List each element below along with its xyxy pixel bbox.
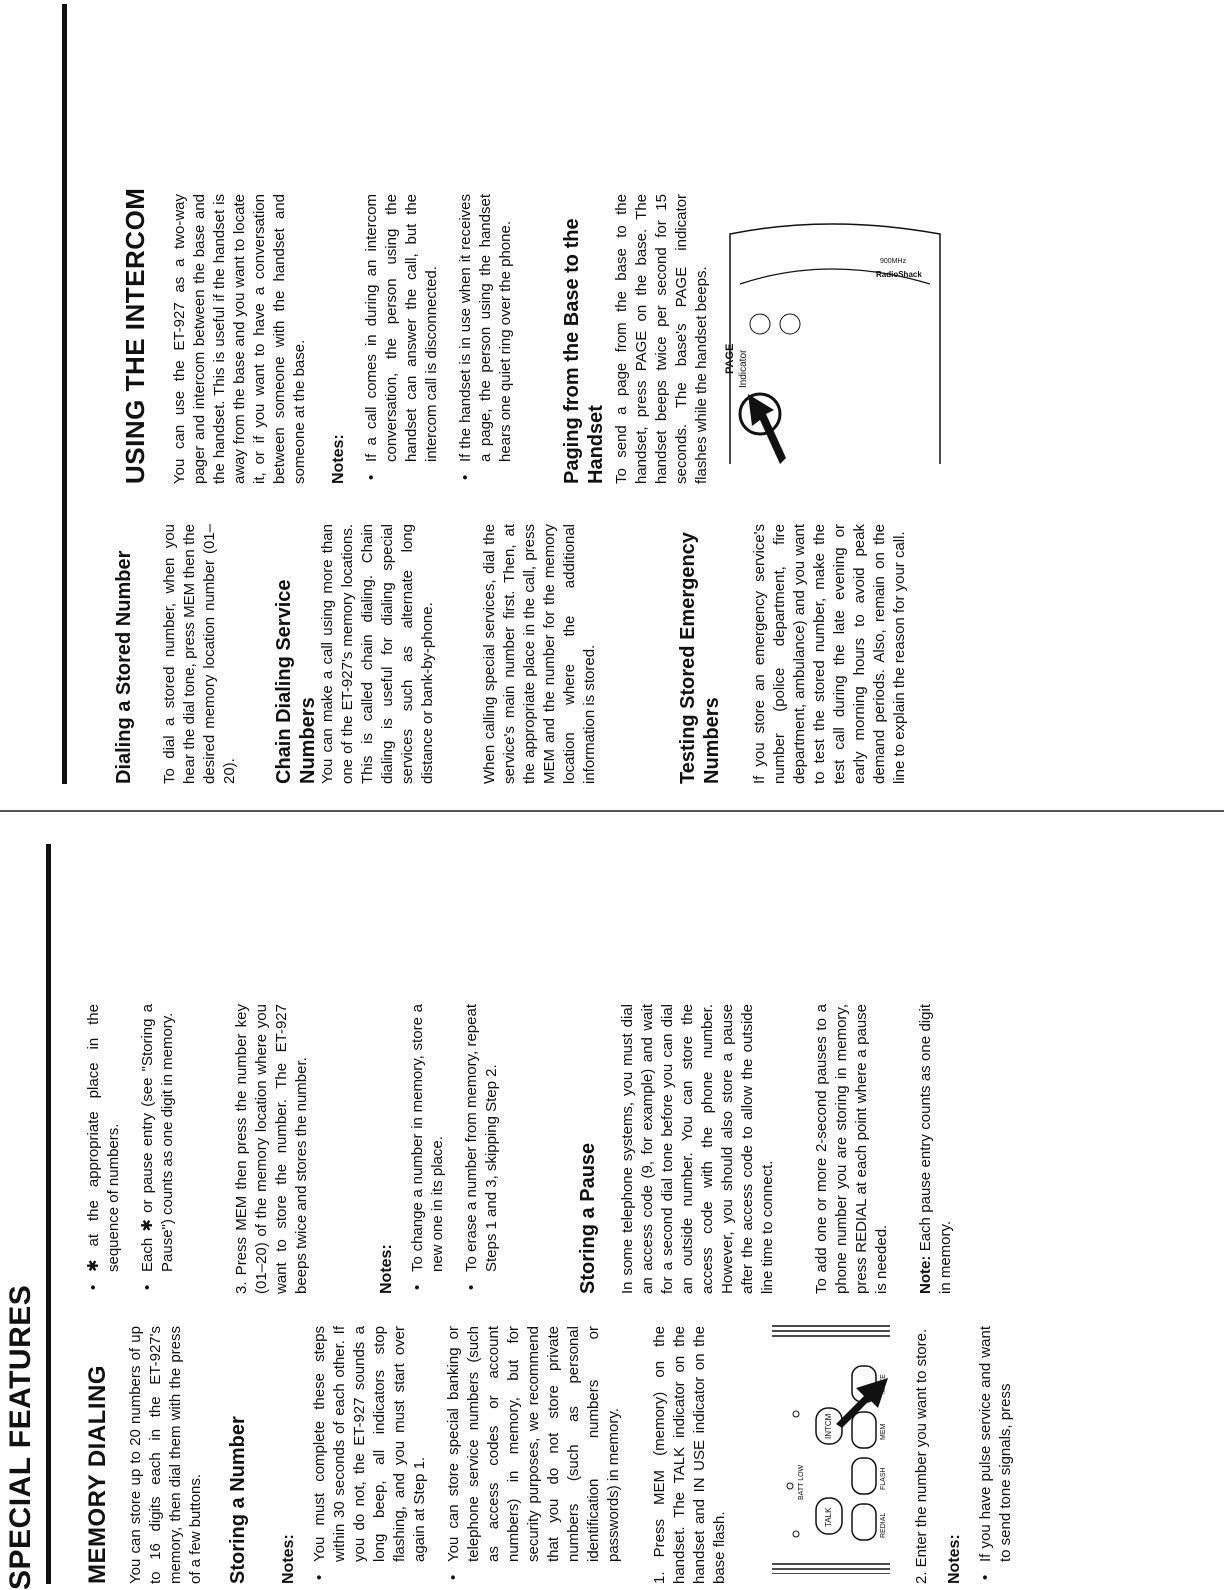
- intcm-key-label: INTCM: [824, 1413, 833, 1439]
- notes2-label: Notes:: [378, 1244, 395, 1294]
- note-item: • ✱ at the appropriate place in the sequence of numbers.: [84, 1004, 124, 1294]
- paging-text: To send a page from the base to the handset, press PAGE on the base. The handset beeps twice per second for 15 seconds. The base's PAGE indicator flashes while the handset beeps.: [613, 194, 710, 484]
- heading-storing-a-number: Storing a Number: [227, 1416, 249, 1584]
- flash-key-label: FLASH: [880, 1467, 887, 1490]
- heading-chain-dialing: Chain Dialing Service Numbers: [273, 579, 319, 784]
- testing-text: If you store an emergency service's number (police department, fire department, ambulance) and you want to test the stored number, make the test call during the late evening or early morning hours to avoid peak demand periods. Also, remain on the line to explain the reason for your call.: [751, 524, 908, 784]
- base-unit-drawing: [720, 194, 950, 484]
- page-indicator-label: Indicator: [738, 349, 749, 388]
- mem-key-label: MEM: [880, 1423, 887, 1440]
- pause-note-text: Each pause entry counts as one digit in memory.: [917, 1004, 954, 1294]
- notes-label: Notes:: [280, 1534, 297, 1584]
- step2-notes-first: [976, 1326, 1030, 1584]
- chain-paragraph-1: You can make a call using more than one of the ET-927's memory locations. This is called chain dialing. Chain dialing is useful for dialing special services such as alternate long distance or bank-by-phone.: [319, 524, 436, 784]
- pause-paragraph-1: In some telephone systems, you must dial an access code (9, for example) and wait for a second dial tone before you can dial an outside number. You can store the access code with the phone number. However, you should also store a pause after the access code to allow the outside line time to connect.: [619, 1004, 776, 1294]
- intercom-text: You can use the ET-927 as a two-way pager and intercom between the base and the handset. This is useful if the handset is away from the base and you want to locate it, or if you want to have a conversation between someone with the handset and someone at the base.: [171, 194, 308, 484]
- page-divider: [0, 811, 1224, 813]
- step-3-list: [232, 1004, 326, 1294]
- heading-testing-emergency: Testing Stored Emergency Numbers: [677, 532, 723, 784]
- page-title: SPECIAL FEATURES: [4, 1284, 37, 1590]
- dialing-text: To dial a stored number, when you hear the dial tone, press MEM then the desired memory location number (01–20).: [161, 524, 238, 784]
- memory-intro: You can store up to 20 numbers of up to 16 digits each in the ET-927's memory, then dial them with the press of a few buttons.: [127, 1326, 204, 1584]
- note-item: • If you have pulse service and want to send tone signals, press: [976, 1326, 1016, 1584]
- section-heading-memory-dialing: MEMORY DIALING: [84, 1364, 111, 1584]
- heading-dialing-stored-number: Dialing a Stored Number: [113, 550, 135, 784]
- right-page: [0, 4, 1224, 784]
- note-item: • To change a number in memory, store a new one in its place.: [408, 1004, 448, 1294]
- title-rule: [46, 844, 51, 1584]
- mute-key-label: MUTE: [880, 1374, 887, 1394]
- note-item: • To erase a number from memory, repeat Steps 1 and 3, skipping Step 2.: [462, 1004, 502, 1294]
- page-label: PAGE: [724, 343, 736, 374]
- batt-low-label: BATT LOW: [798, 1464, 805, 1500]
- notes2-list: [408, 1004, 516, 1294]
- step2-notes-cont: [84, 1004, 192, 1294]
- heading-paging: Paging from the Base to the Handset: [561, 218, 607, 484]
- step-1: 1. Press MEM (memory) on the handset. The TALK indicator on the handset and IN USE indicator on the base flash.: [651, 1326, 728, 1584]
- note-item: • You must complete these steps within 30 seconds of each other. If you do not, the ET-927 sounds a long beep, all indicators stop flashing, and you must start over again at Step 1.: [310, 1326, 430, 1584]
- step-2: 2. Enter the number you want to store.: [913, 1328, 930, 1584]
- note-item: • If a call comes in during an intercom conversation, the person using the handset can answer the call, but the intercom call is disconnected.: [362, 194, 442, 484]
- heading-using-the-intercom: USING THE INTERCOM: [120, 187, 150, 484]
- redial-key-label: REDIAL: [880, 1512, 887, 1538]
- keypad-frequency: 900MHz: [880, 258, 907, 265]
- right-title-rule: [62, 4, 67, 784]
- chain-paragraph-2: When calling special services, dial the service's main number first. Then, at the appropriate place in the call, press MEM and the number for the memory location where the additional information is stored.: [481, 524, 598, 784]
- step-3: 3. Press MEM then press the number key (01–20) of the memory location where you want to store the number. The ET-927 beeps twice and stores the number.: [233, 1004, 310, 1294]
- pause-paragraph-2: To add one or more 2-second pauses to a phone number you are storing in memory, press REDIAL at each point where a pause is needed.: [813, 1004, 890, 1294]
- intercom-notes: [362, 194, 530, 484]
- pause-note: [916, 1004, 956, 1294]
- note-item: • You can store special banking or telephone service numbers (such as access codes or account numbers) in memory, but for security purposes, we recommend that you do not store private numbers (such as personal identification numbers or passwords) in memory.: [444, 1326, 624, 1584]
- keypad-brand: RadioShack: [876, 270, 922, 279]
- note-item: • Each ✱ or pause entry (see "Storing a Pause") counts as one digit in memory.: [138, 1004, 178, 1294]
- base-page-illustration: [720, 194, 950, 484]
- steps-list-continued: [912, 1326, 946, 1584]
- handset-keypad-drawing: [770, 1324, 898, 1574]
- talk-key-label: TALK: [824, 1507, 833, 1527]
- pause-note-label: Note:: [917, 1255, 934, 1294]
- steps-list: [650, 1326, 744, 1584]
- heading-storing-a-pause: Storing a Pause: [577, 1142, 599, 1294]
- intercom-notes-label: Notes:: [330, 434, 347, 484]
- step2-notes-label: Notes:: [946, 1534, 963, 1584]
- note-item: • If the handset is in use when it receives a page, the person using the handset hears one quiet ring over the phone.: [456, 194, 516, 484]
- storing-notes: [310, 1326, 638, 1584]
- handset-keypad-illustration: [770, 1324, 898, 1574]
